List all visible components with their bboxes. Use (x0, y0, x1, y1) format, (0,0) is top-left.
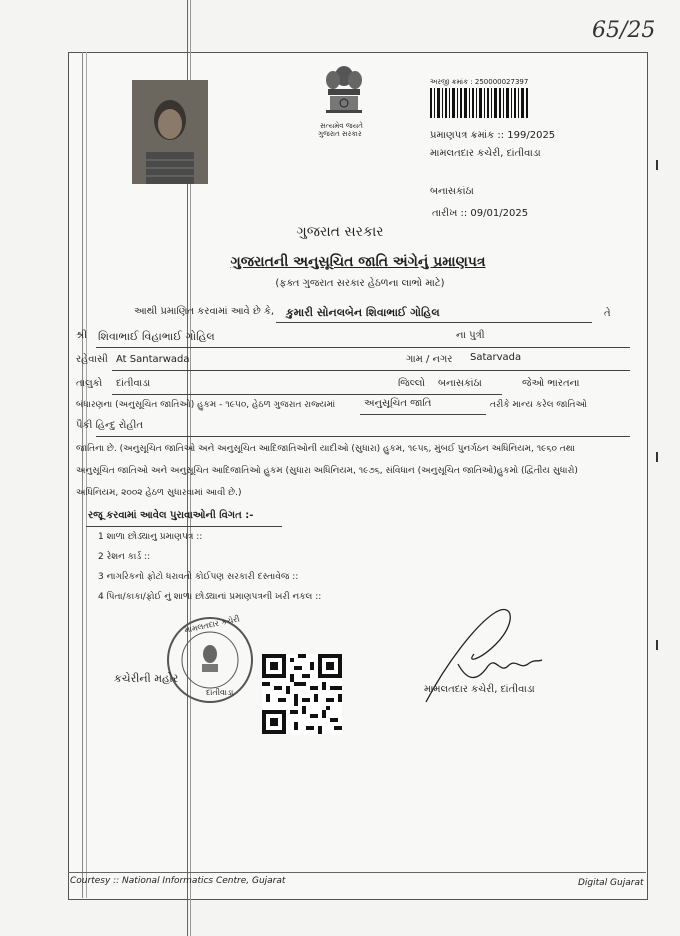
legal-paragraph-line-3: અધિનિયમ, ૨૦૦૨ હેઠળ સુધારવામાં આવી છે.) (76, 488, 242, 498)
resident-label: રહેવાસી (76, 354, 108, 365)
certificate-subtitle: (ફક્ત ગુજરાત સરકાર હેઠળના લાભો માટે) (275, 278, 445, 289)
relation-label: ના પુત્રી (456, 330, 485, 341)
certificate-number: પ્રમાણપત્ર ક્રમાંક :: 199/2025 (430, 130, 556, 141)
legal-paragraph-line-2: અનુસૂચિત જાતિઓ અને અનુસૂચિત આદિજાતિઓ હુકમ (સુધારા અધિનિયમ, ૧૯૭૬, સંવિધાન (અનુસૂચિત જાતિઓ)હુકમો (દ્વિતીય સુધારો) (76, 466, 578, 476)
corner-note: 65/25 (592, 18, 656, 43)
village-value: Satarvada (470, 352, 522, 363)
district-name: બનાસકાંઠા (430, 186, 474, 197)
seal-top-text: મામલતદાર કચેરી (183, 614, 241, 635)
name-underline (276, 322, 592, 323)
recognised-text: તરીકે માન્ય કરેલ જાતિઓ (490, 400, 587, 410)
seal-bottom-text: દાંતીવાડા (206, 688, 234, 697)
bharat-label: જેઓ ભારતના (522, 378, 580, 389)
government-title: ગુજરાત સરકાર (296, 224, 384, 240)
margin-mark (656, 640, 658, 650)
taluka-label: તાલુકો (76, 378, 103, 389)
father-underline (96, 347, 630, 348)
evidence-heading: રજૂ કરવામાં આવેલ પુરાવાઓની વિગત :- (88, 510, 254, 521)
qr-code (262, 654, 342, 734)
district-label: જિલ્લો (398, 378, 425, 389)
qr-code-icon (262, 654, 342, 734)
taluka-underline (112, 394, 502, 395)
applicant-photo (132, 80, 208, 184)
certify-label: આથી પ્રમાણિત કરવામાં આવે છે કે, (134, 306, 275, 317)
legal-paragraph-line-1: જાતિના છે. (અનુસૂચિત જાતિઓ અને અનુસૂચિત આદિજાતિઓની યાદીઓ (સુધારા) હુકમ, ૧૯૫૬, મુંબઈ પુનર્ગઠન અધિનિયમ, ૧૯૬૦ તથા (76, 444, 575, 454)
office-seal-label: કચેરીની મહોર (114, 672, 179, 685)
taluka-value: દાંતીવાડા (116, 378, 151, 389)
footer-rule (68, 872, 646, 873)
village-label: ગામ / નગર (406, 354, 453, 365)
father-name: શિવાભાઈ વિહાભાઈ ગોહિલ (98, 330, 215, 343)
certificate-title: ગુજરાતની અનુસૂચિત જાતિ અંગેનું પ્રમાણપત્ર (230, 254, 486, 270)
margin-mark (656, 160, 658, 170)
category-value: અનુસૂચિત જાતિ (364, 398, 432, 409)
resident-underline (112, 370, 630, 371)
lion-capital-icon (318, 62, 370, 122)
emblem-caption: ગુજરાત સરકાર (318, 130, 362, 138)
serial-number: અરજી ક્રમાંક : 250000027397 (430, 78, 529, 86)
applicant-name: કુમારી સોનલબેન શિવાભાઈ ગોહિલ (286, 306, 440, 319)
resident-value: At Santarwada (116, 354, 190, 365)
evidence-item: 1 શાળા છોડ્યાનુ પ્રમાણપત્ર :: (98, 532, 203, 542)
category-underline (360, 414, 486, 415)
evidence-item: 2 રેશન કાર્ડ :: (98, 552, 151, 562)
footer-digital-gujarat: Digital Gujarat (578, 878, 644, 888)
margin-mark (656, 452, 658, 462)
evidence-heading-underline (86, 526, 282, 527)
constitution-text: બંધારણના (અનુસૂચિત જાતિઓ) હુકમ - ૧૯૫૦, હેઠળ ગુજરાત રાજ્યમાં (76, 400, 336, 410)
barcode (430, 88, 530, 118)
footer-courtesy: Courtesy :: National Informatics Centre, Gujarat (70, 876, 286, 886)
te-label: તે (604, 308, 611, 319)
state-emblem (318, 62, 370, 122)
district-value: બનાસકાંઠા (438, 378, 482, 389)
evidence-item: 4 પિતા/કાકા/ફોઈ નું શાળા છોડ્યાનાં પ્રમાણપત્રની ખરી નકલ :: (98, 592, 322, 602)
barcode-icon (430, 88, 530, 118)
caste-value: પૈકી હિન્દુ રોહીત (76, 420, 144, 431)
issue-date: તારીખ :: 09/01/2025 (432, 208, 529, 219)
signing-authority: મામલતદાર કચેરી, દાંતીવાડા (424, 684, 535, 695)
evidence-item: 3 નાગરિકનો ફોટો ધરાવતો કોઈપણ સરકારી દસ્તાવેજ :: (98, 572, 299, 582)
shri-label: શ્રી (76, 330, 88, 341)
office-name: મામલતદાર કચેરી, દાંતીવાડા (430, 148, 541, 159)
caste-underline (96, 436, 630, 437)
emblem-caption: સત્યમેવ જયતે (320, 122, 363, 130)
